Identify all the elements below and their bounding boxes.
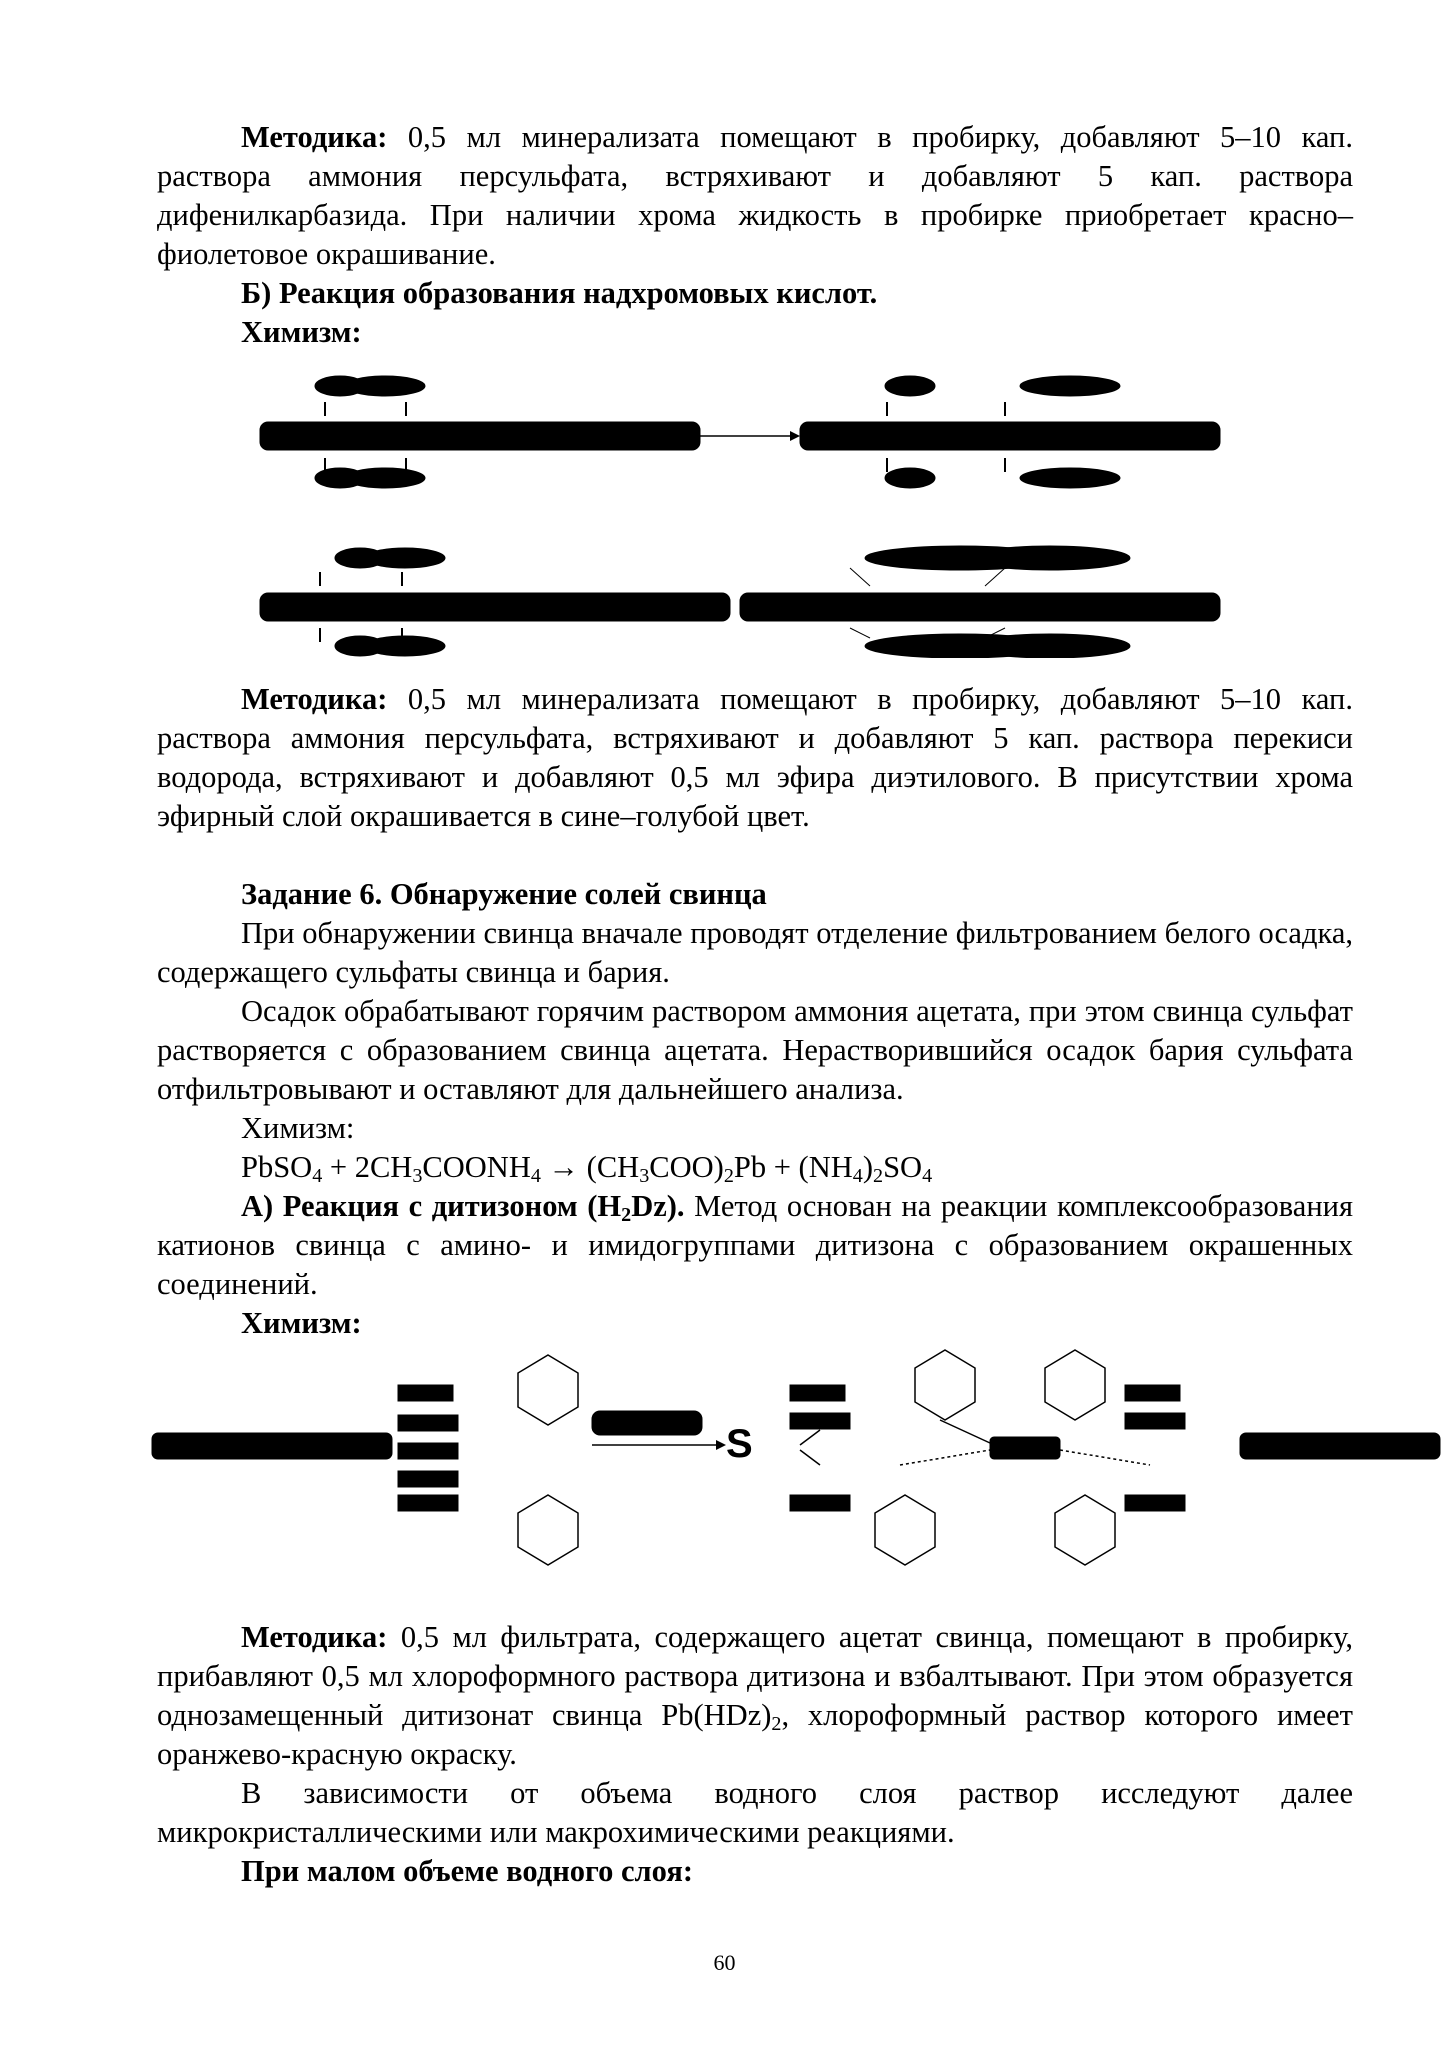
page-number: 60 (713, 1950, 736, 1975)
methodology-lead: Методика: (241, 120, 388, 154)
text-block-2 (157, 680, 1353, 836)
methodology-paragraph-2 (157, 680, 1353, 836)
task6-equation: PbSO$_4$ + $2CH_3COONH_4 \to (CH_3COO)_2Pb + (NH_4)_2SO_4$ (241, 1150, 933, 1188)
task6-title: Задание 6. Обнаружение солей свинца (241, 877, 767, 911)
methodology-body: 0,5 мл минерализата помещают в пробирку, добавляют 5–10 кап. раствора аммония персульфата, встряхивают и добавляют 5 кап. раствора перекиси водорода, встряхивают и добавляют 0,5 мл эфира диэтилового. В присутствии хрома эфирный слой окрашивается в сине–голубой цвет. (157, 682, 1353, 833)
task6-paragraph-1: При обнаружении свинца вначале проводят отделение фильтрованием белого осадка, содержащего сульфаты свинца и бария. (157, 916, 1353, 989)
task6-chem-label: Химизм: (241, 1111, 355, 1145)
methodology-body: 0,5 мл минерализата помещают в пробирку, добавляют 5–10 кап. раствора аммония персульфата, встряхивают и добавляют 5 кап. раствора дифенилкарбазида. При наличии хрома жидкость в пробирке приобретает красно–фиолетовое окрашивание. (157, 120, 1353, 271)
task6-block (157, 875, 1353, 1343)
methodology-paragraph-1 (157, 118, 1353, 274)
text-block-1 (157, 118, 1353, 352)
task6-chem-label-2: Химизм: (241, 1306, 362, 1340)
task6-reaction-a: А) Реакция с дитизоном $(H_2Dz)$. Метод основан на реакции комплексообразования катионов свинца с амино- и имидогруппами дитизона с образованием окрашенных соединений. (157, 1189, 1353, 1301)
chromium-reaction-scheme (0, 368, 1449, 658)
text-block-3 (157, 1618, 1353, 1891)
dithizone-reaction-scheme (0, 1345, 1449, 1595)
final-heading: При малом объеме водного слоя: (241, 1854, 693, 1888)
block3-paragraph-2: В зависимости от объема водного слоя раствор исследуют далее микрокристаллическими или макрохимическими реакциями. (157, 1776, 1353, 1849)
section-heading-b: Б) Реакция образования надхромовых кислот. (241, 276, 878, 310)
methodology-lead: Методика: (241, 682, 388, 716)
task6-paragraph-2: Осадок обрабатывают горячим раствором аммония ацетата, при этом свинца сульфат растворяется с образованием свинца ацетата. Нерастворившийся осадок бария сульфата отфильтровывают и оставляют для дальнейшего анализа. (157, 994, 1353, 1106)
chemistry-label: Химизм: (241, 315, 362, 349)
svg-text:S: S (726, 1422, 753, 1466)
methodology-paragraph-3: Методика: 0,5 мл фильтрата, содержащего ацетат свинца, помещают в пробирку, прибавляют 0,5 мл хлороформного раствора дитизона и взбалтывают. При этом образуется однозамещенный дитизонат свинца $Pb(HDz)_2$, хлороформный раствор которого имеет оранжево-красную окраску. (157, 1620, 1353, 1771)
